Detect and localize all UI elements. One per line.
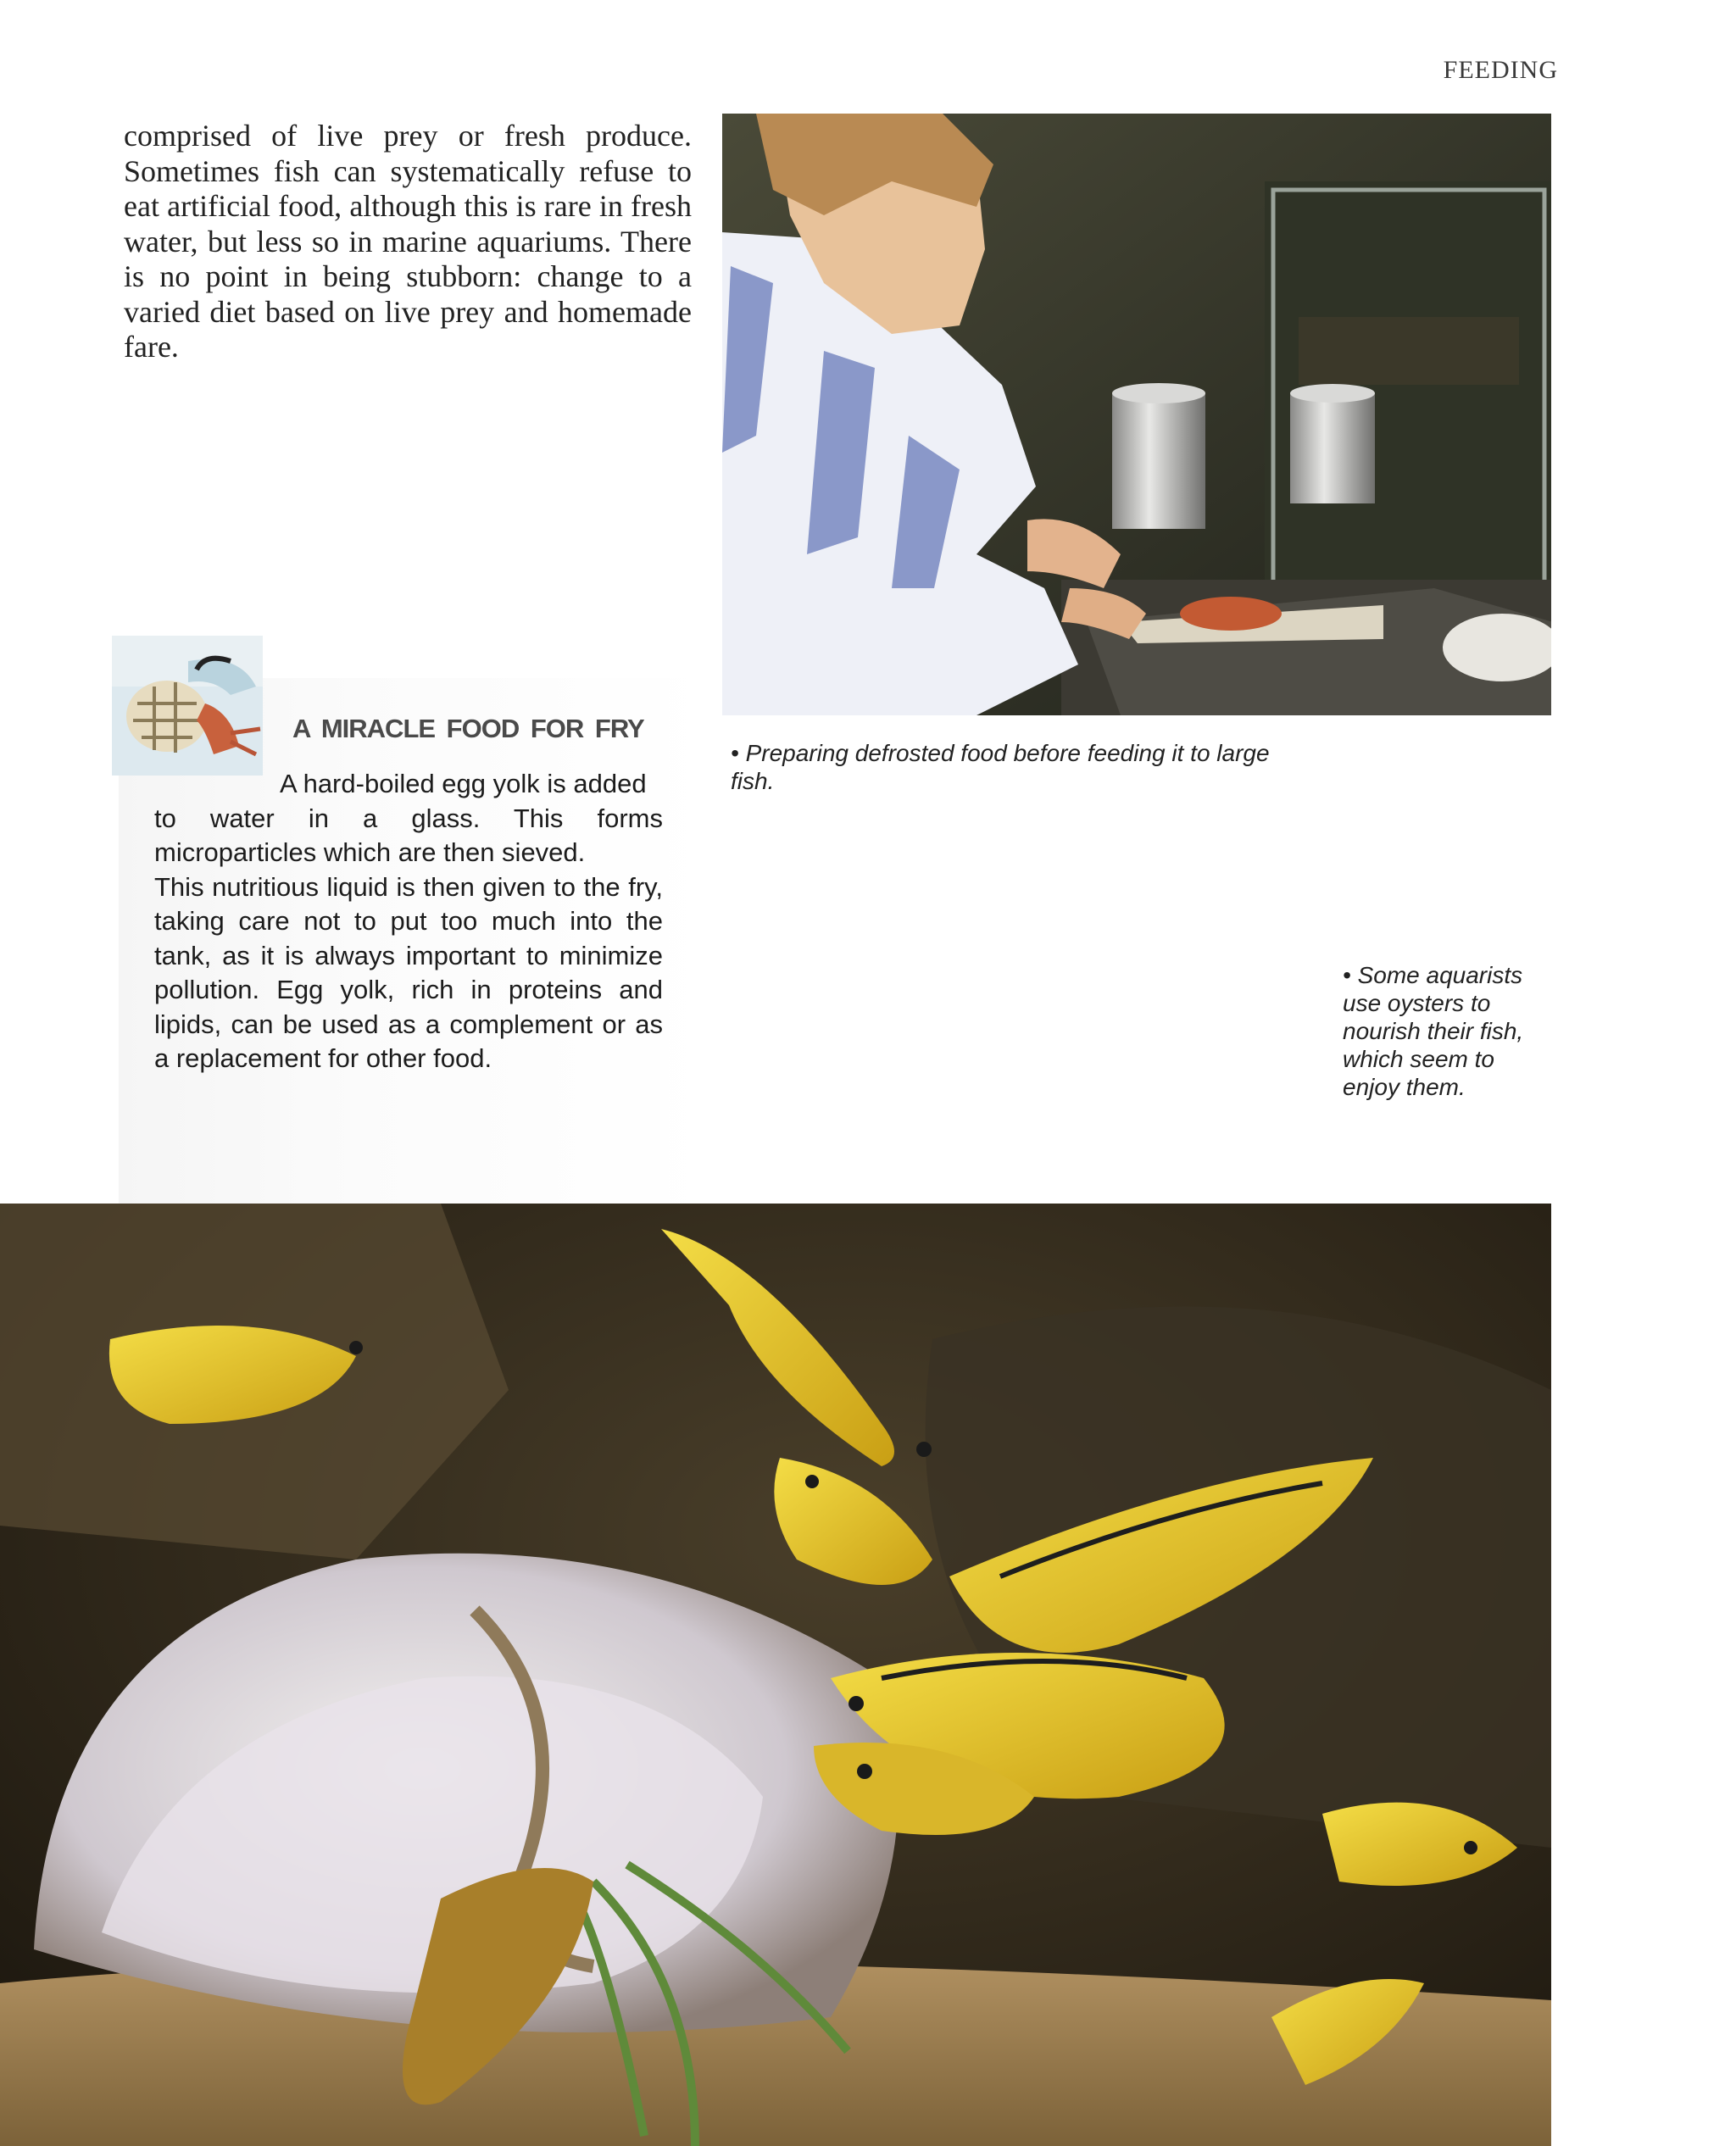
sidebar-title: A MIRACLE FOOD FOR FRY [292,714,644,743]
boy-photo-caption: • Preparing defrosted food before feeding it to large fish. [731,740,1270,794]
fish-eating-oyster-photo [0,1204,1551,2146]
running-head: FEEDING [1443,56,1558,84]
sidebar-body-2: This nutritious liquid is then given to the fry, taking care not to put too much into the tank, as it is always important to minimize pollution. Egg yolk, rich in proteins and lipids, can be used as a complement or as a replacement for other food. [154,871,663,1073]
hermit-crab-thumbnail [112,636,263,776]
sidebar-text [154,767,663,1076]
boy-preparing-food-photo [722,114,1551,715]
sidebar-body-1: to water in a glass. This forms microparticles which are then sieved. [154,803,663,867]
sidebar-lead: A hard-boiled egg yolk is added [280,769,647,798]
intro-paragraph: comprised of live prey or fresh produce. Sometimes fish can systematically refuse to eat artificial food, although this is rare in fresh water, but less so in marine aquariums. There is no point in being stubborn: change to a varied diet based on live prey and homemade fare. [124,119,692,364]
fish-photo-caption: • Some aquarists use oysters to nourish their fish, which seem to enjoy them. [1343,962,1524,1100]
